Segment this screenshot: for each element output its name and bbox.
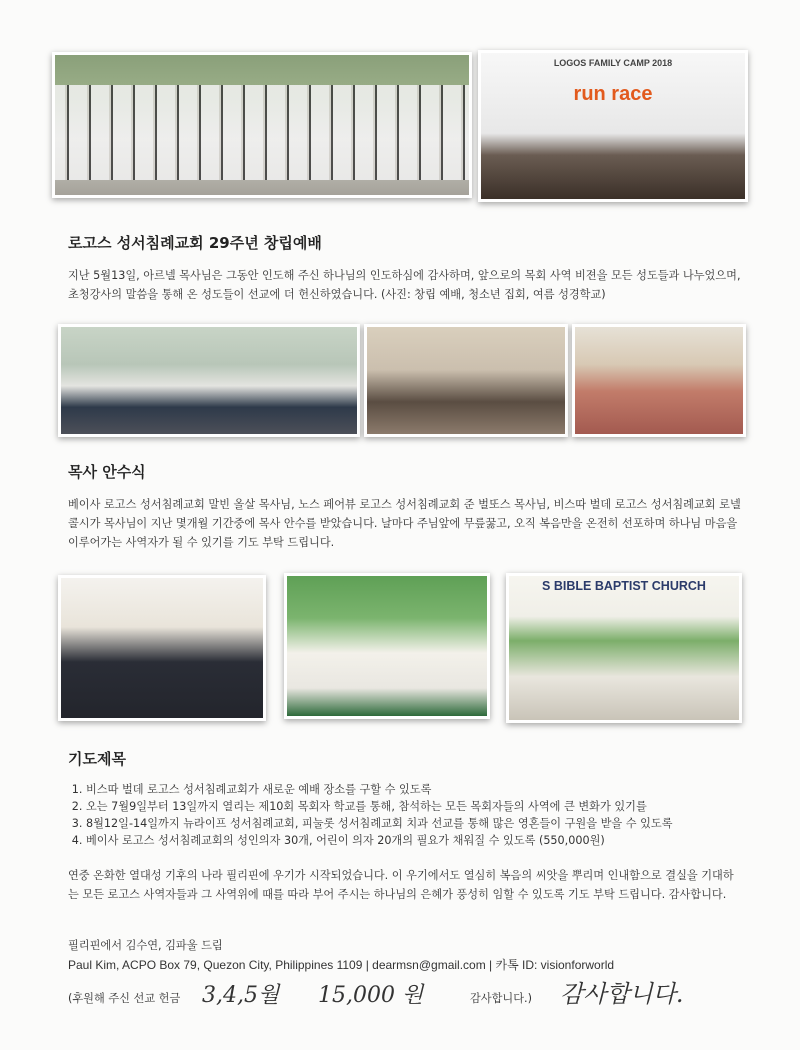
vbs-children-photo <box>572 324 746 437</box>
run-race-sign: run race <box>573 83 653 105</box>
prayer-list <box>68 781 766 849</box>
ordination-photo-3 <box>506 573 742 723</box>
section3-title: 기도제목 <box>68 750 126 768</box>
crowd-white-shirts <box>55 85 469 180</box>
handnote-prefix: (후원해 주신 선교 헌금 <box>68 992 181 1005</box>
section2-body: 베이사 로고스 성서침례교회 말빈 올살 목사님, 노스 페어뷰 로고스 성서침례교회 준 벌또스 목사님, 비스따 벌데 로고스 성서침례교회 로넬 콜시가 목사님이 지난 몇개월 기간중에 목사 안수를 받았습니다. 날마다 주님앞에 무릎꿇고, 오직 복음만을 온전히 선포하며 하나님 마음을 이루어가는 사역자가 될 수 있기를 기도 부탁 드립니다. <box>68 498 741 549</box>
group-photo-outdoor <box>52 52 472 198</box>
sender-signature: 필리핀에서 김수연, 김파울 드림 <box>68 939 223 952</box>
prayer-item: 1. 비스따 벌데 로고스 성서침례교회가 새로운 예배 장소를 구할 수 있도록 <box>86 781 766 798</box>
section1-body: 지난 5월13일, 아르넬 목사님은 그동안 인도해 주신 하나님의 인도하심에 감사하며, 앞으로의 목회 사역 비젼을 모든 성도들과 나누었으며, 초청강사의 말씀을 통해 온 성도들이 선교에 더 헌신하였습니다. (사진: 창립 예배, 청소년 집회, 여름 성경학교) <box>68 269 741 301</box>
section1-title: 로고스 성서침례교회 29주년 창립예배 <box>68 234 322 252</box>
family-camp-stage-photo <box>478 50 748 202</box>
handnote-amount: 15,000 원 <box>318 983 424 1008</box>
contact-info: Paul Kim, ACPO Box 79, Quezon City, Philippines 1109 | dearmsn@gmail.com | 카톡 ID: visionforworld <box>68 958 615 972</box>
prayer-item: 4. 베이사 로고스 성서침례교회의 성인의자 30개, 어린이 의자 20개의 필요가 채워질 수 있도록 (550,000원) <box>86 832 766 849</box>
handnote-thanks: 감사합니다.) <box>470 992 532 1005</box>
handnote-months: 3,4,5월 <box>202 983 280 1008</box>
handwritten-signature: 감사합니다. <box>560 980 684 1008</box>
ordination-photo-1 <box>58 575 266 721</box>
prayer-item: 2. 오는 7월9일부터 13일까지 열리는 제10회 목회자 학교를 통해, 참석하는 모든 목회자들의 사역에 큰 변화가 있기를 <box>86 798 766 815</box>
prayer-item: 3. 8월12일-14일까지 뉴라이프 성서침례교회, 피눌롯 성서침례교회 치과 선교를 통해 많은 영혼들이 구원을 받을 수 있도록 <box>86 815 766 832</box>
anniversary-worship-photo <box>58 324 360 437</box>
camp-banner-text: LOGOS FAMILY CAMP 2018 <box>553 58 673 68</box>
closing-paragraph: 연중 온화한 열대성 기후의 나라 필리핀에 우기가 시작되었습니다. 이 우기에서도 열심히 복음의 씨앗을 뿌리며 인내함으로 결실을 기대하는 모든 로고스 사역자들과 그 사역위에 때를 따라 부어 주시는 하나님의 은혜가 풍성히 임할 수 있도록 기도 부탁 드립니다. 감사합니다. <box>68 869 734 901</box>
church-banner-text: S BIBLE BAPTIST CHURCH <box>542 579 706 593</box>
ordination-photo-2 <box>284 573 490 719</box>
youth-rally-photo <box>364 324 568 437</box>
section2-title: 목사 안수식 <box>68 463 146 481</box>
